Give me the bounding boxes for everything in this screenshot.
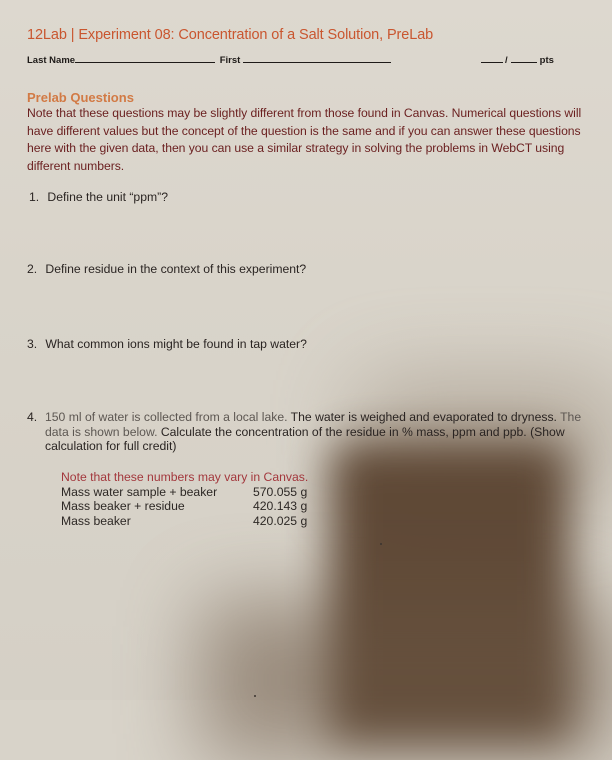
data-note: Note that these numbers may vary in Canvas. xyxy=(61,470,309,484)
question-number: 4. xyxy=(27,410,38,424)
data-table xyxy=(61,470,308,528)
row-value: 420.025 g xyxy=(253,513,308,528)
last-name-blank[interactable] xyxy=(75,53,215,63)
score-earned-blank[interactable] xyxy=(481,53,503,63)
first-name-label: First xyxy=(219,55,241,66)
row-label: Mass beaker + residue xyxy=(61,499,185,513)
row-label: Mass beaker xyxy=(61,513,131,528)
question-2 xyxy=(27,262,306,276)
first-name-blank[interactable] xyxy=(243,53,391,63)
section-note: Note that these questions may be slightly different from those found in Canvas. Numerical questions will have different values but the concept of the question is the same and if you can answer these questions here with the given data, then you can use a similar strategy in solving the problems in WebCT using different numbers. xyxy=(27,106,582,173)
score-total-blank[interactable] xyxy=(511,53,537,63)
question-number: 1. xyxy=(29,190,40,204)
question-text-part: 150 ml of water is collected from a local lake. xyxy=(45,410,288,424)
question-text xyxy=(45,410,592,454)
question-number: 3. xyxy=(27,337,38,351)
last-name-label: Last Name xyxy=(27,55,76,66)
question-text-part: Calculate the concentration of the residue in % mass, ppm and ppb. xyxy=(157,424,527,439)
question-text: Define residue in the context of this experiment? xyxy=(45,262,307,276)
score-slash: / xyxy=(505,55,508,66)
question-text-part: (Show calculation for full credit) xyxy=(45,424,565,453)
row-value: 420.143 g xyxy=(253,499,308,513)
question-3 xyxy=(27,337,307,351)
question-text-part: The data is shown below. xyxy=(45,410,582,439)
question-1 xyxy=(29,190,168,204)
score-field xyxy=(481,53,554,66)
question-text-part: The water is weighed and evaporated to dryness. xyxy=(287,410,557,424)
question-text: Define the unit “ppm”? xyxy=(47,190,168,204)
table-row xyxy=(61,485,308,500)
document-title: 12Lab | Experiment 08: Concentration of a Salt Solution, PreLab xyxy=(27,27,434,43)
row-label: Mass water sample + beaker xyxy=(61,484,218,499)
question-text: What common ions might be found in tap water? xyxy=(45,337,307,351)
paper-speck xyxy=(254,695,256,697)
paper-speck xyxy=(380,543,382,545)
section-title: Prelab Questions xyxy=(27,90,134,105)
question-4 xyxy=(27,410,592,454)
table-row xyxy=(61,514,308,529)
question-number: 2. xyxy=(27,262,38,276)
table-row xyxy=(61,499,308,514)
score-unit-label: pts xyxy=(539,55,554,66)
row-value: 570.055 g xyxy=(253,484,308,499)
